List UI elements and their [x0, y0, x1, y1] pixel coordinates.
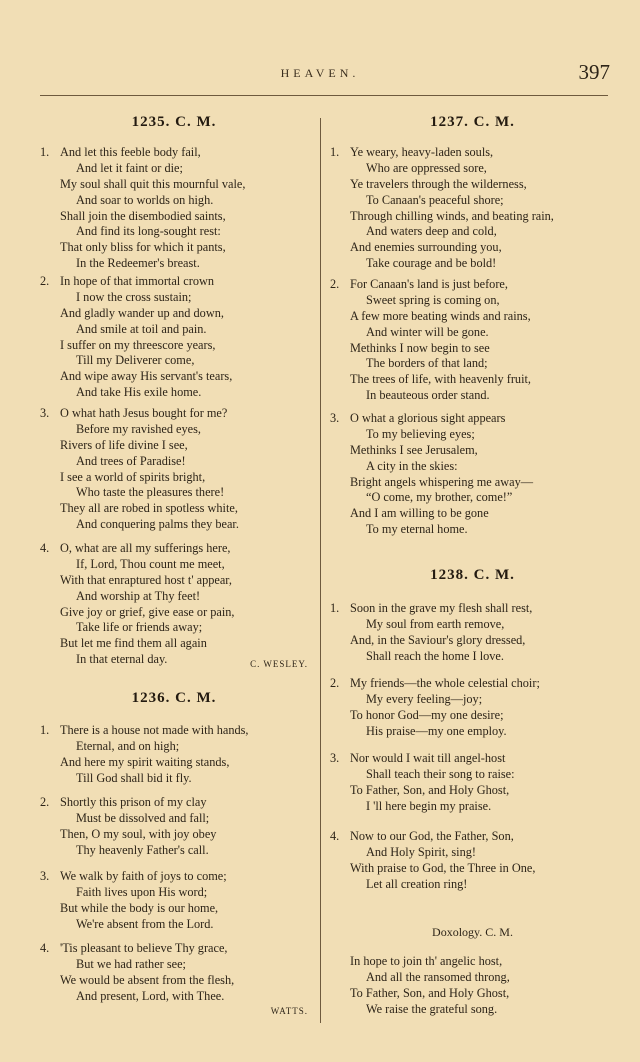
verse-line-text: The borders of that land; [366, 356, 488, 371]
verse-line-text: Take life or friends away; [76, 620, 203, 635]
verse-line-text: Till God shall bid it fly. [76, 770, 192, 785]
verse-line-text: Let all creation ring! [366, 876, 468, 891]
verse-line-text: With that enraptured host t' appear, [60, 572, 232, 587]
stanza-number: 1. [40, 145, 50, 159]
stanza-number: 4. [330, 829, 340, 843]
stanza-number: 4. [40, 541, 50, 555]
verse-line-text: In hope of that immortal crown [60, 274, 215, 288]
verse-line-text: A few more beating winds and rains, [350, 308, 531, 323]
verse-line-text: And winter will be gone. [366, 324, 489, 339]
verse-line-text: There is a house not made with hands, [60, 723, 249, 737]
verse-line-text: And present, Lord, with Thee. [76, 988, 225, 1003]
verse-line-text: His praise—my one employ. [366, 723, 507, 738]
verse-line-text: But while the body is our home, [60, 900, 219, 915]
verse-line-text: Shortly this prison of my clay [60, 795, 207, 809]
stanza-number: 3. [40, 869, 50, 883]
running-title: HEAVEN. [280, 66, 360, 80]
stanza-number: 3. [330, 751, 340, 765]
verse-line-text: If, Lord, Thou count me meet, [76, 556, 225, 571]
verse-line-text: My every feeling—joy; [366, 691, 483, 706]
verse-line-text: And enemies surrounding you, [350, 240, 502, 255]
verse-line-text: I suffer on my threescore years, [60, 337, 216, 352]
stanza-number: 2. [330, 277, 340, 291]
verse-line-text: Thy heavenly Father's call. [76, 842, 209, 857]
verse-line-text: And let this feeble body fail, [60, 145, 201, 159]
hymn-title-1237: 1237. C. M. [430, 114, 515, 130]
verse-line-text: Nor would I wait till angel-host [350, 751, 506, 765]
verse-line-text: And waters deep and cold, [366, 224, 497, 239]
verse-line-text: And find its long-sought rest: [76, 224, 221, 239]
verse-line-text: O, what are all my sufferings here, [60, 541, 231, 555]
verse-line-text: They all are robed in spotless white, [60, 501, 238, 516]
verse-line-text: My friends—the whole celestial choir; [350, 676, 540, 690]
verse-line-text: In beauteous order stand. [366, 388, 490, 403]
verse-line-text: And, in the Saviour's glory dressed, [350, 632, 526, 647]
verse-line-text: “O come, my brother, come!” [366, 490, 513, 505]
verse-line-text: And gladly wander up and down, [60, 305, 224, 320]
verse-line-text: Take courage and be bold! [366, 256, 497, 271]
verse-line-text: That only bliss for which it pants, [60, 240, 226, 255]
verse-line-text: Shall reach the home I love. [366, 648, 504, 663]
verse-line-text: In hope to join th' angelic host, [350, 954, 503, 968]
verse-line-text: Methinks I see Jerusalem, [350, 442, 478, 457]
verse-line-text: A city in the skies: [366, 458, 458, 473]
verse-line-text: And all the ransomed throng, [366, 969, 510, 984]
verse-line-text: Through chilling winds, and beating rain, [350, 208, 554, 223]
verse-line-text: To Father, Son, and Holy Ghost, [350, 782, 510, 797]
verse-line-text: And soar to worlds on high. [76, 192, 214, 207]
verse-line-text: We walk by faith of joys to come; [60, 869, 227, 883]
verse-line-text: And smile at toil and pain. [76, 321, 207, 336]
verse-line-text: Till my Deliverer come, [76, 353, 195, 368]
verse-line-text: Ye travelers through the wilderness, [350, 176, 527, 191]
verse-line-text: O what hath Jesus bought for me? [60, 406, 228, 420]
verse-line-text: Sweet spring is coming on, [366, 292, 500, 307]
page-number: 397 [578, 60, 610, 84]
verse-line-text: My soul from earth remove, [366, 616, 505, 631]
stanza-number: 1. [40, 723, 50, 737]
verse-line-text: I see a world of spirits bright, [60, 469, 206, 484]
column-divider [320, 118, 321, 1023]
verse-line-text: And worship at Thy feet! [76, 588, 201, 603]
verse-line-text: Bright angels whispering me away— [350, 474, 534, 489]
verse-line-text: Eternal, and on high; [76, 738, 180, 753]
verse-line-text: My soul shall quit this mournful vale, [60, 176, 246, 191]
verse-line-text: And conquering palms they bear. [76, 517, 239, 532]
verse-line-text: Ye weary, heavy-laden souls, [350, 145, 494, 159]
verse-line-text: For Canaan's land is just before, [350, 277, 508, 291]
verse-line-text: Who are oppressed sore, [366, 160, 487, 175]
verse-line-text: Give joy or grief, give ease or pain, [60, 604, 235, 619]
verse-line-text: Soon in the grave my flesh shall rest, [350, 601, 533, 615]
header-rule [40, 95, 608, 96]
verse-line-text: Before my ravished eyes, [76, 421, 201, 436]
stanza-number: 4. [40, 941, 50, 955]
stanza-number: 2. [40, 274, 50, 288]
verse-line-text: And let it faint or die; [76, 160, 183, 175]
verse-line-text: Methinks I now begin to see [350, 340, 490, 355]
verse-line-text: And I am willing to be gone [350, 506, 489, 521]
hymn-title-1238: 1238. C. M. [430, 567, 515, 583]
verse-line-text: Shall teach their song to raise: [366, 766, 515, 781]
verse-line-text: Faith lives upon His word; [76, 884, 208, 899]
verse-line-text: We would be absent from the flesh, [60, 972, 235, 987]
verse-line-text: We raise the grateful song. [366, 1001, 498, 1016]
verse-line-text: To honor God—my one desire; [350, 707, 504, 722]
verse-line-text: To my eternal home. [366, 522, 468, 537]
verse-line-text: And trees of Paradise! [76, 453, 186, 468]
verse-line-text: I now the cross sustain; [76, 289, 192, 304]
verse-line-text: In that eternal day. [76, 652, 168, 667]
stanza-number: 2. [40, 795, 50, 809]
verse-line-text: The trees of life, with heavenly fruit, [350, 372, 531, 387]
stanza-number: 1. [330, 601, 340, 615]
stanza-number: 3. [40, 406, 50, 420]
verse-line-text: Then, O my soul, with joy obey [60, 826, 217, 841]
verse-line-text: 'Tis pleasant to believe Thy grace, [60, 941, 228, 955]
verse-line-text: O what a glorious sight appears [350, 411, 506, 425]
verse-line-text: With praise to God, the Three in One, [350, 860, 536, 875]
author-attribution: WATTS. [270, 1006, 308, 1016]
verse-line-text: In the Redeemer's breast. [76, 256, 200, 271]
verse-line-text: And here my spirit waiting stands, [60, 754, 230, 769]
verse-line-text: Must be dissolved and fall; [76, 810, 210, 825]
hymn-title-1235: 1235. C. M. [131, 114, 217, 130]
verse-line-text: But we had rather see; [76, 956, 186, 971]
verse-line-text: To my believing eyes; [366, 426, 475, 441]
verse-line-text: Who taste the pleasures there! [76, 485, 225, 500]
verse-line-text: To Canaan's peaceful shore; [366, 192, 504, 207]
stanza-number: 1. [330, 145, 340, 159]
verse-line-text: We're absent from the Lord. [76, 916, 214, 931]
verse-line-text: Shall join the disembodied saints, [60, 208, 226, 223]
verse-line-text: To Father, Son, and Holy Ghost, [350, 985, 510, 1000]
verse-line-text: I 'll here begin my praise. [366, 798, 492, 813]
verse-line-text: And Holy Spirit, sing! [366, 844, 476, 859]
doxology-title: Doxology. C. M. [432, 925, 513, 939]
author-attribution: C. WESLEY. [250, 659, 308, 669]
verse-line-text: Rivers of life divine I see, [60, 437, 188, 452]
verse-line-text: And take His exile home. [76, 385, 202, 400]
hymn-title-1236: 1236. C. M. [131, 690, 217, 706]
stanza-number: 3. [330, 411, 340, 425]
verse-line-text: But let me find them all again [60, 636, 207, 651]
verse-line-text: And wipe away His servant's tears, [60, 369, 233, 384]
stanza-number: 2. [330, 676, 340, 690]
verse-line-text: Now to our God, the Father, Son, [350, 829, 514, 843]
